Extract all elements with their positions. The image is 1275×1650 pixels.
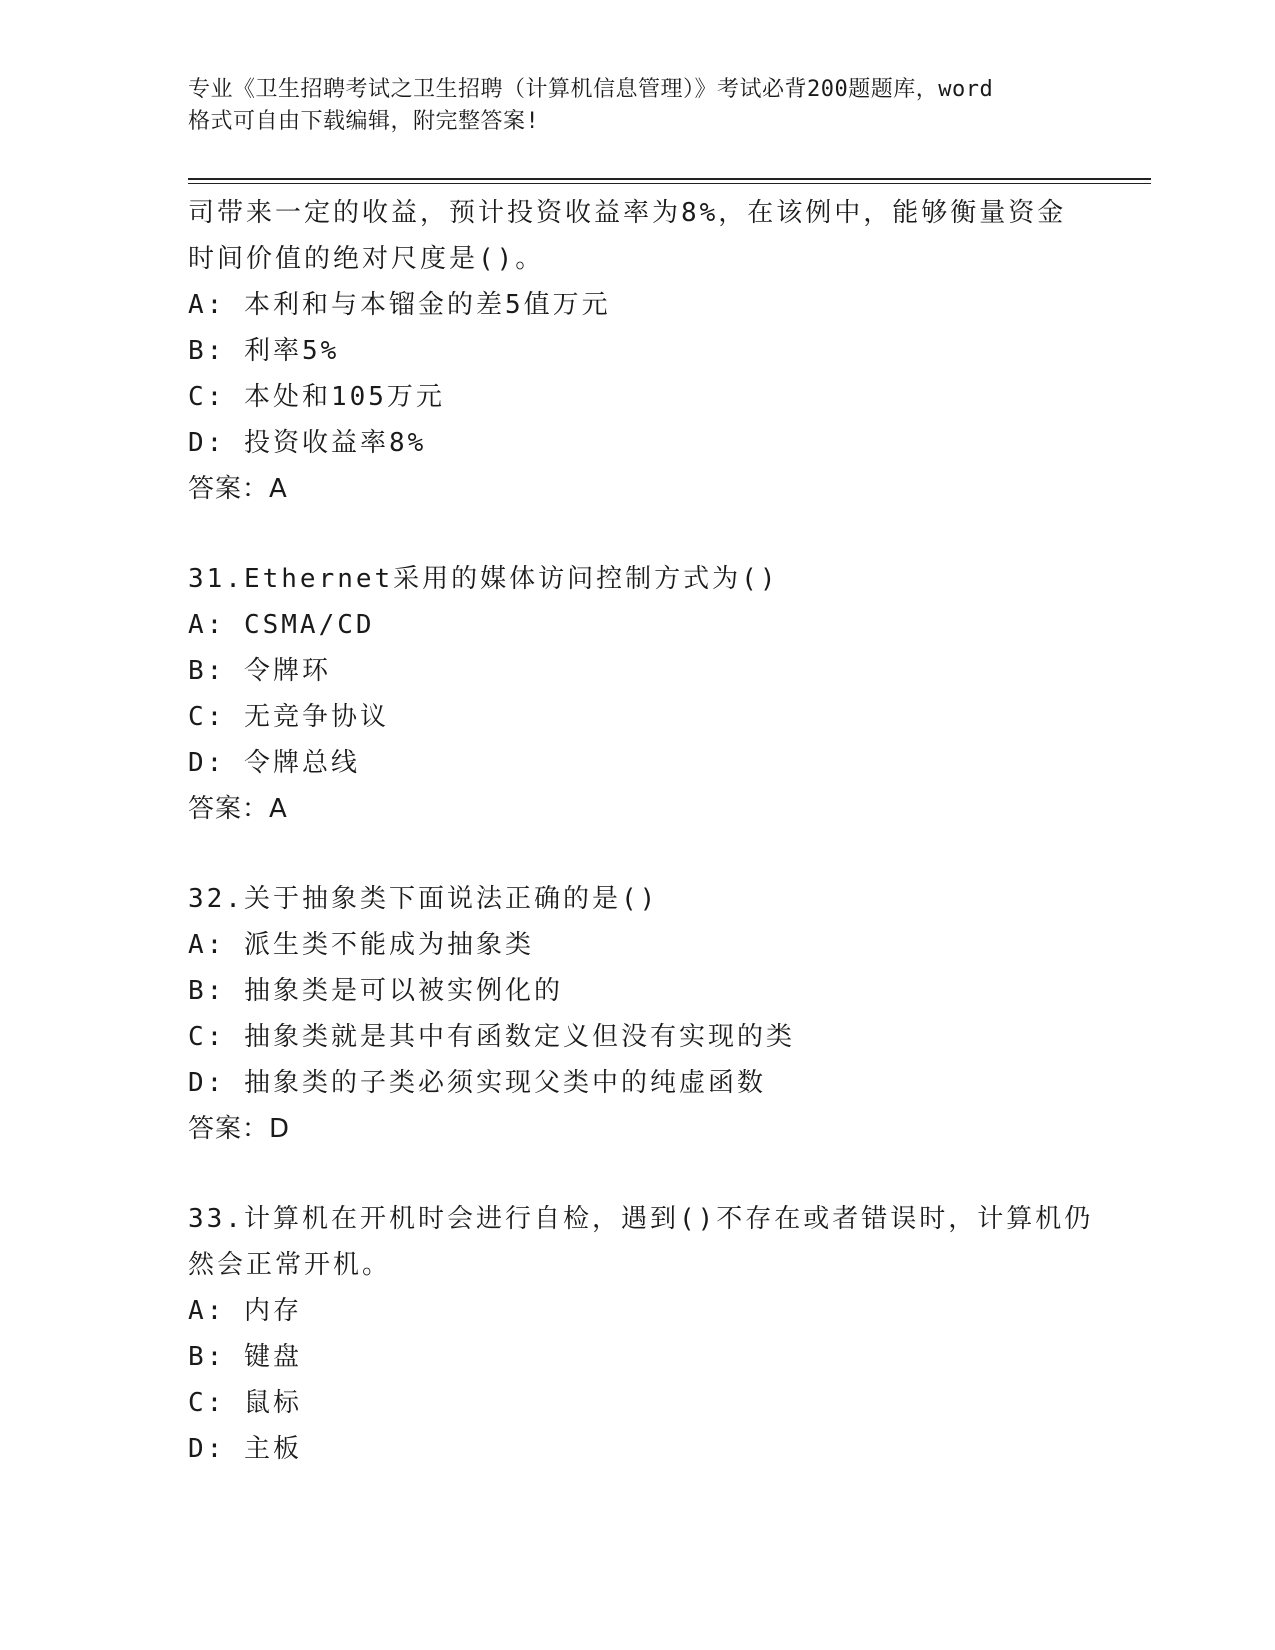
- header-divider-thick: [188, 178, 1151, 180]
- option-a: A: CSMA/CD: [188, 610, 375, 640]
- question-spacer: [188, 832, 1128, 876]
- option-a: A: 内存: [188, 1296, 302, 1326]
- option-a: A: 本利和与本镏金的差5值万元: [188, 290, 611, 320]
- question-stem-line: 司带来一定的收益，预计投资收益率为8%，在该例中，能够衡量资金: [188, 198, 1067, 228]
- option-d: D: 投资收益率8%: [188, 428, 427, 458]
- question-item: [188, 876, 1128, 1152]
- question-item: [188, 190, 1128, 512]
- question-item: [188, 1196, 1128, 1472]
- question-spacer: [188, 1152, 1128, 1196]
- question-item: [188, 556, 1128, 832]
- document-header: [188, 74, 1088, 138]
- option-b: B: 抽象类是可以被实例化的: [188, 976, 563, 1006]
- answer-line: 答案：D: [188, 1114, 291, 1144]
- question-stem-line: 31.Ethernet采用的媒体访问控制方式为(): [188, 564, 779, 594]
- option-d: D: 抽象类的子类必须实现父类中的纯虚函数: [188, 1068, 766, 1098]
- option-c: C: 无竞争协议: [188, 702, 389, 732]
- answer-line: 答案：A: [188, 474, 288, 504]
- option-a: A: 派生类不能成为抽象类: [188, 930, 534, 960]
- question-stem-line: 然会正常开机。: [188, 1250, 392, 1280]
- header-divider-thin: [188, 183, 1151, 184]
- question-spacer: [188, 512, 1128, 556]
- option-c: C: 鼠标: [188, 1388, 302, 1418]
- option-b: B: 利率5%: [188, 336, 340, 366]
- question-stem-line: 32.关于抽象类下面说法正确的是(): [188, 884, 659, 914]
- header-title-line-1: 专业《卫生招聘考试之卫生招聘（计算机信息管理）》考试必背200题题库，word: [188, 77, 994, 102]
- option-c: C: 本处和105万元: [188, 382, 445, 412]
- header-title-line-2: 格式可自由下载编辑，附完整答案!: [188, 109, 540, 134]
- option-d: D: 令牌总线: [188, 748, 360, 778]
- option-b: B: 令牌环: [188, 656, 331, 686]
- question-stem-line: 33.计算机在开机时会进行自检，遇到()不存在或者错误时，计算机仍: [188, 1204, 1094, 1234]
- question-list: [188, 190, 1128, 1472]
- answer-line: 答案：A: [188, 794, 288, 824]
- option-d: D: 主板: [188, 1434, 302, 1464]
- question-stem-line: 时间价值的绝对尺度是()。: [188, 244, 545, 274]
- option-b: B: 键盘: [188, 1342, 302, 1372]
- option-c: C: 抽象类就是其中有函数定义但没有实现的类: [188, 1022, 795, 1052]
